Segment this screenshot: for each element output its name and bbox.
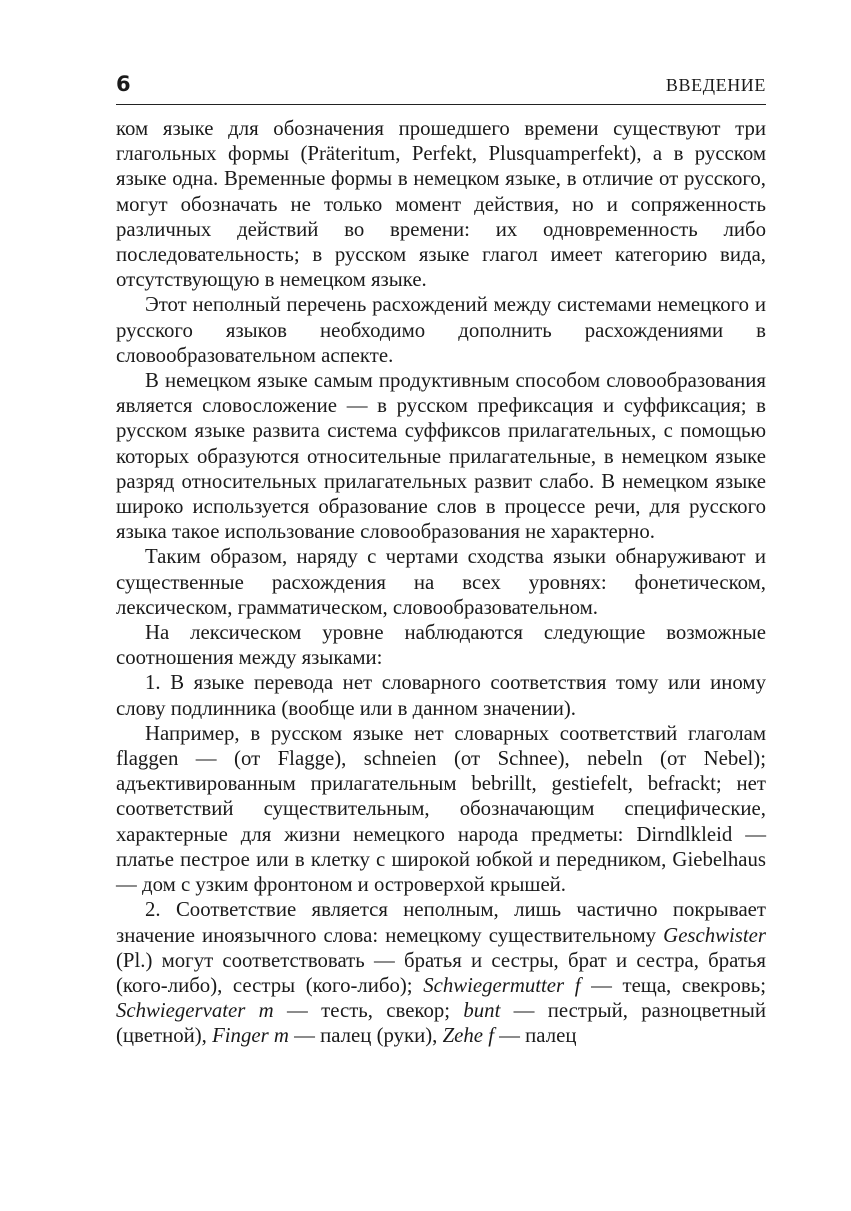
list-item-1: 1. В языке перевода нет словарного соответствия тому или иному слову подлинника (вообще или в данном значении). bbox=[116, 671, 766, 720]
paragraph: ком языке для обозначения прошедшего времени существуют три глагольных формы (Präteritum, Perfekt, Plusquamperfekt), а в русском языке одна. Временные формы в немецком языке, в отличие от русского, могут обозначать не только момент действия, но и сопряженность различных действий во времени: их одновременность либо последовательность; в русском языке глагол имеет категорию вида, отсутствующую в немецком языке. bbox=[116, 117, 766, 292]
term: Geschwister bbox=[663, 923, 766, 947]
text-run: (Pl.) могут соответствовать — братья и сестры, брат и сестра, братья (кого-либо), сестры (кого-либо); bbox=[116, 948, 766, 997]
paragraph: Таким образом, наряду с чертами сходства языки обнаруживают и существенные расхождения на всех уровнях: фонетическом, лексическом, грамматическом, словообразовательном. bbox=[116, 545, 766, 619]
paragraph: В немецком языке самым продуктивным способом словообразования является словосложение — в русском префиксация и суффиксация; в русском языке развита система суффиксов прилагательных, с помощью которых образуются относительные прилагательные, в немецком языке разряд относительных прилагательных развит слабо. В немецком языке широко используется образование слов в процессе речи, для русского языка такое использование словообразования не характерно. bbox=[116, 369, 766, 544]
text-run: — палец (руки), bbox=[288, 1024, 443, 1048]
term: Finger m bbox=[212, 1024, 289, 1048]
paragraph-text: 2. Соответствие является неполным, лишь частично покрывает значение иноязычного слова: немецкому существительному bbox=[116, 898, 766, 947]
paragraph: Этот неполный перечень расхождений между системами немецкого и русского языков необходимо дополнить расхождениями в словообразовательном аспекте. bbox=[116, 293, 766, 367]
text-run: — пестрый, разноцветный (цветной), bbox=[116, 999, 766, 1048]
text-run: — тесть, свекор; bbox=[273, 999, 464, 1023]
page-number: 6 bbox=[116, 72, 131, 96]
running-title: ВВЕДЕНИЕ bbox=[665, 75, 766, 95]
body-text bbox=[116, 116, 766, 1049]
list-item-2 bbox=[116, 897, 766, 1048]
text-run: — теща, свекровь; bbox=[580, 973, 766, 997]
page-header bbox=[116, 70, 766, 105]
paragraph: Например, в русском языке нет словарных соответствий глаголам flaggen — (от Flagge), schneien (от Schnee), nebeln (от Nebel); адъективированным прилагательным bebrillt, gestiefelt, befrackt; нет соответствий существительным, обозначающим специфические, характерные для жизни немецкого народа предметы: Dirndlkleid — платье пестрое или в клетку с широкой юбкой и передником, Giebelhaus — дом с узким фронтоном и островерхой крышей. bbox=[116, 721, 766, 897]
term: Schwiegervater m bbox=[116, 999, 274, 1023]
paragraph: На лексическом уровне наблюдаются следующие возможные соотношения между языками: bbox=[116, 621, 766, 670]
term: bunt bbox=[463, 999, 501, 1023]
term: Schwiegermutter f bbox=[423, 973, 581, 997]
term: Zehe f bbox=[442, 1024, 494, 1048]
text-run: — палец bbox=[493, 1024, 577, 1048]
